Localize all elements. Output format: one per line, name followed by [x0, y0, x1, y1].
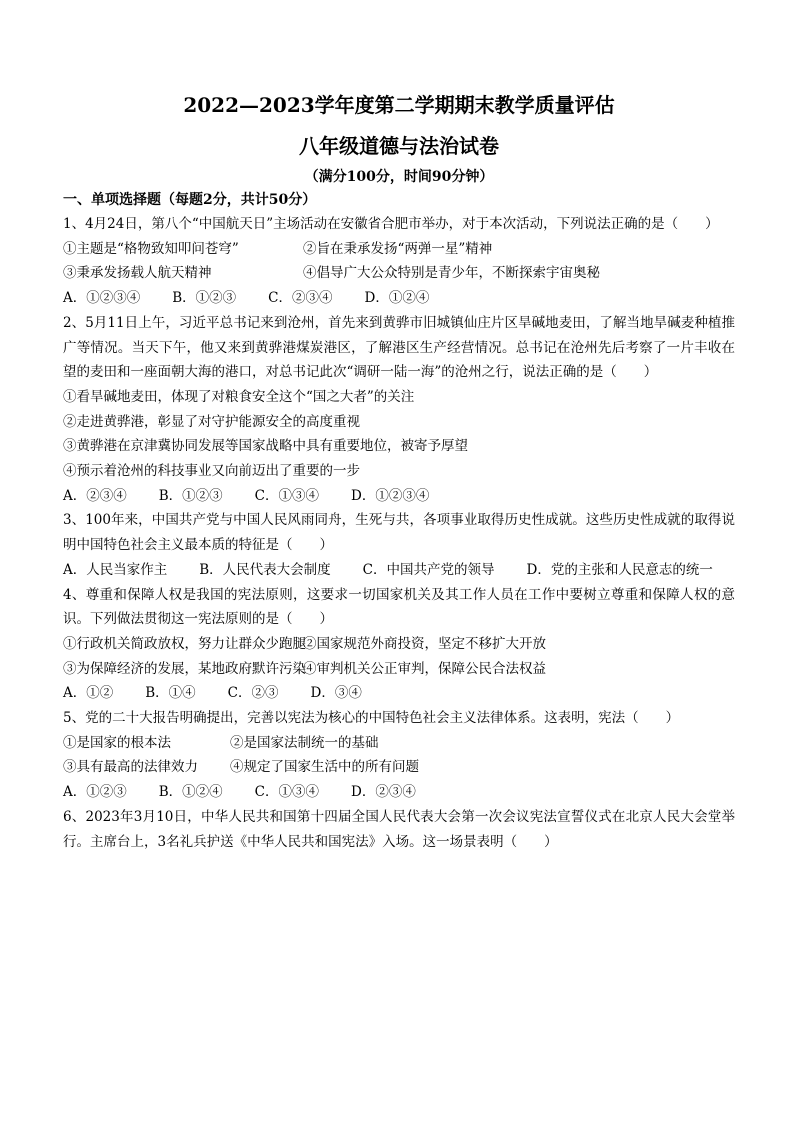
question-3 [63, 508, 735, 582]
question-items-row [63, 237, 735, 262]
option-c: C．中国共产党的领导 [362, 561, 495, 578]
option-a: A．①② [63, 685, 114, 702]
exam-title: 2022—2023学年度第二学期期末教学质量评估 [183, 93, 615, 117]
question-1 [63, 212, 735, 311]
option-a: A．①②③ [63, 784, 127, 801]
question-item: ②走进黄骅港，彰显了对守护能源安全的高度重视 [63, 413, 360, 430]
question-4 [63, 583, 735, 707]
question-stem: 1、4月24日，第八个“中国航天日”主场活动在安徽省合肥市举办，对于本次活动，下列说法正确的是（ ） [63, 216, 719, 232]
question-item: ①是国家的根本法 [63, 734, 171, 751]
option-a: A．②③④ [63, 487, 127, 504]
option-b: B．人民代表大会制度 [199, 561, 331, 578]
option-d: D．②③④ [351, 784, 416, 801]
question-stem: 6、2023年3月10日，中华人民共和国第十四届全国人民代表大会第一次会议宪法宣誓仪式在北京人民大会堂举行。主席台上，3名礼兵护送《中华人民共和国宪法》入场。这一场景表明（ ） [63, 808, 735, 850]
question-item: ④规定了国家生活中的所有问题 [230, 759, 419, 776]
question-item: ③为保障经济的发展，某地政府默许污染 [63, 660, 306, 677]
option-d: D．①②④ [364, 290, 430, 307]
question-stem: 4、尊重和保障人权是我国的宪法原则，这要求一切国家机关及其工作人员在工作中要树立尊重和保障人权的意识。下列做法贯彻这一宪法原则的是（ ） [63, 586, 735, 628]
option-c: C．①③④ [254, 487, 320, 504]
answer-options [63, 286, 735, 311]
option-a: A．①②③④ [63, 290, 141, 307]
question-item: ③秉承发扬载人航天精神 [63, 265, 212, 282]
question-item: ①行政机关简政放权，努力让群众少跑腿 [63, 635, 306, 652]
question-items-row [63, 657, 735, 682]
exam-page [63, 92, 735, 854]
question-item: ①看旱碱地麦田，体现了对粮食安全这个“国之大者”的关注 [63, 388, 415, 405]
exam-subtitle: 八年级道德与法治试卷 [299, 134, 499, 158]
question-2 [63, 311, 735, 509]
option-a: A．人民当家作主 [63, 561, 168, 578]
answer-options [63, 484, 735, 509]
question-item: ①主题是“格物致知叩问苍穹” [63, 240, 239, 257]
question-stem: 2、5月11日上午，习近平总书记来到沧州，首先来到黄骅市旧城镇仙庄片区旱碱地麦田，了解当地旱碱麦种植推广等情况。当天下午，他又来到黄骅港煤炭港区，了解港区生产经营情况。总书记在沧州先后考察了一片丰收在望的麦田和一座面朝大海的港口，对总书记此次“调研一陆一海”的沧州之行，说法正确的是（ ） [63, 314, 735, 381]
question-item: ④审判机关公正审判，保障公民合法权益 [303, 660, 546, 677]
question-items-row [63, 632, 735, 657]
option-b: B．①②③ [158, 487, 223, 504]
question-item: ②是国家法制统一的基础 [230, 734, 379, 751]
answer-options [63, 780, 735, 805]
answer-options [63, 681, 735, 706]
question-5 [63, 706, 735, 805]
question-item: ④预示着沧州的科技事业又向前迈出了重要的一步 [63, 463, 360, 480]
option-b: B．①④ [145, 685, 196, 702]
question-6 [63, 805, 735, 854]
question-item: ②旨在秉承发扬“两弹一星”精神 [303, 240, 493, 257]
option-c: C．①③④ [254, 784, 320, 801]
option-b: B．①②④ [158, 784, 223, 801]
question-item: ④倡导广大公众特别是青少年，不断探索宇宙奥秘 [303, 265, 600, 282]
question-stem: 5、党的二十大报告明确提出，完善以宪法为核心的中国特色社会主义法律体系。这表明，宪法（ ） [63, 710, 680, 727]
question-items-row [63, 731, 735, 756]
option-b: B．①②③ [172, 290, 237, 307]
option-d: D．①②③④ [351, 487, 430, 504]
section-heading: 一、单项选择题（每题2分，共计50分） [63, 192, 317, 208]
question-item: ②国家规范外商投资，坚定不移扩大开放 [303, 635, 546, 652]
question-item: ③黄骅港在京津冀协同发展等国家战略中具有重要地位，被寄予厚望 [63, 438, 468, 455]
question-items-row [63, 261, 735, 286]
option-d: D．党的主张和人民意志的统一 [526, 561, 713, 578]
option-c: C．②③ [227, 685, 279, 702]
question-item: ③具有最高的法律效力 [63, 759, 198, 776]
question-stem: 3、100年来，中国共产党与中国人民风雨同舟，生死与共，各项事业取得历史性成就。这些历史性成就的取得说明中国特色社会主义最本质的特征是（ ） [63, 512, 735, 554]
question-items-row [63, 755, 735, 780]
answer-options [63, 558, 735, 583]
option-d: D．③④ [310, 685, 362, 702]
option-c: C．②③④ [268, 290, 333, 307]
exam-note: （满分100分，时间90分钟） [304, 169, 494, 185]
